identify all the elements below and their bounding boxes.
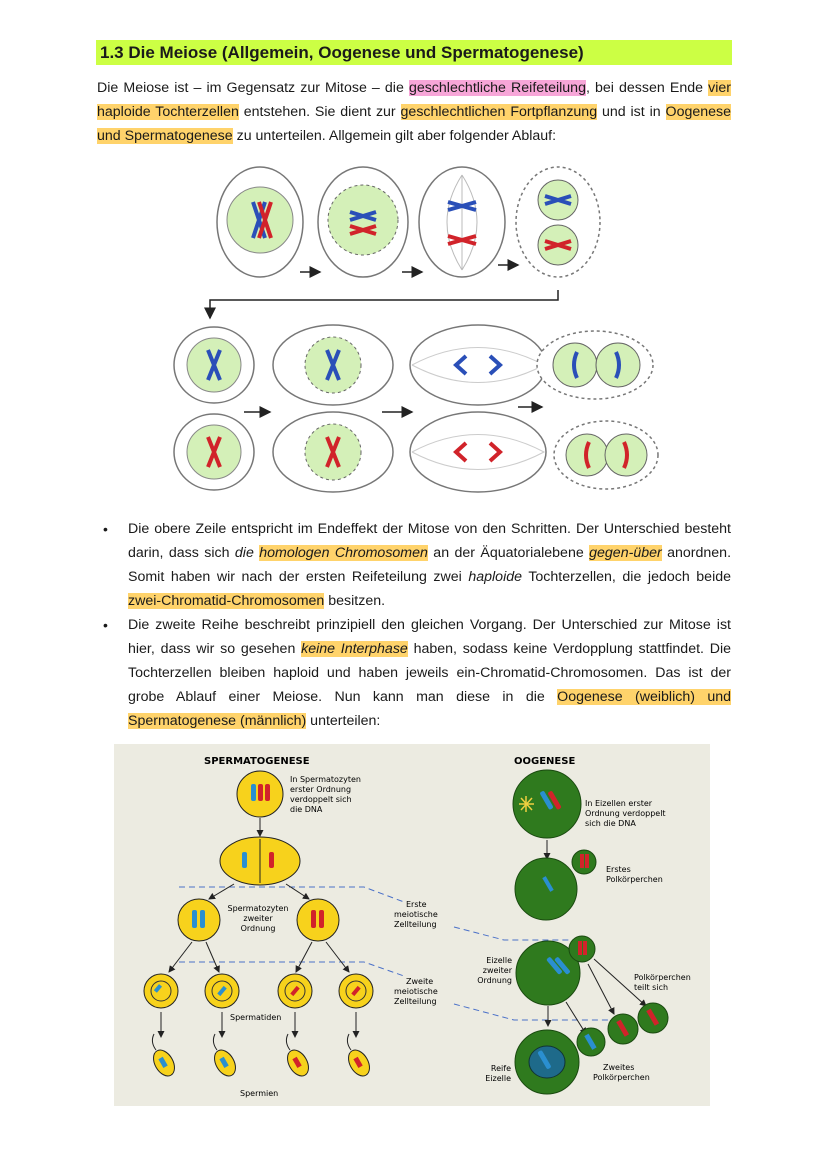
oogenese-heading: OOGENESE	[514, 756, 576, 767]
polar-divides-label: Polkörperchen teilt sich	[634, 973, 691, 992]
spermatocyte-1	[237, 771, 283, 817]
oocyte-dividing	[515, 850, 596, 920]
second-polar-body	[577, 1028, 605, 1056]
polar-body-2a	[608, 1014, 638, 1044]
intro-highlight-2: vier haploide Tochterzellen	[97, 80, 731, 120]
bullet-1-text-j: besitzen.	[324, 593, 386, 609]
bullet-item-1	[97, 517, 731, 613]
gametogenesis-diagram	[114, 744, 710, 1106]
arrow	[209, 884, 234, 899]
first-division-label: Erste meiotische Zellteilung	[394, 900, 438, 929]
intro-text-2: , bei dessen Ende	[585, 80, 709, 96]
spermium-4	[344, 1034, 374, 1080]
bullet-2-highlight-d: Oogenese (weiblich) und Spermatogenese (männlich)	[128, 689, 731, 729]
spermium-3	[283, 1034, 313, 1080]
spermatid-1	[144, 974, 178, 1008]
bullet-2-text-c: haben, sodass keine Verdopplung stattfindet. Die Tochterzellen bleiben haploid und haben jeweils ein-Chromatid-Chromosomen. Das ist der grobe Ablauf einer Meiose. Nun kann man diese in die	[128, 641, 732, 705]
meiosis-cell-2-a4	[537, 331, 653, 399]
spermatid-4	[339, 974, 373, 1008]
polar2-label: Zweites Polkörperchen	[593, 1063, 650, 1082]
bullet-1-text-d: an der Äquatorialebene	[427, 545, 590, 561]
bullet-2-text-e: unterteilen:	[306, 713, 381, 729]
meiosis-cell-2-b1	[174, 414, 254, 490]
meiosis-cell-telophase-1	[516, 167, 600, 277]
spermatocyte-2-right	[297, 899, 339, 941]
polar-body-1	[569, 936, 595, 962]
oocyte-1	[513, 770, 581, 838]
bullet-2-highlight-b: keine Interphase	[301, 641, 408, 657]
bullet-1-text-b: die	[234, 545, 260, 561]
bullet-dot-icon: •	[103, 521, 108, 537]
intro-text-5: zu unterteilen. Allgemein gilt aber folgender Ablauf:	[232, 128, 557, 144]
arrow	[326, 942, 349, 972]
meiosis-cell-2-a1	[174, 327, 254, 403]
intro-text-3: entstehen. Sie dient zur	[238, 104, 401, 120]
second-division-label: Zweite meiotische Zellteilung	[394, 977, 438, 1006]
bullet-1-text-a: Die obere Zeile entspricht im Endeffekt der Mitose von den Schritten. Der Unterschied besteht darin, dass sich	[128, 521, 731, 561]
intro-highlight-3: geschlechtlichen Fortpflanzung	[400, 104, 598, 120]
meiosis-cell-2-a2	[273, 325, 393, 405]
spermium-1	[149, 1034, 179, 1080]
meiosis-cell-prophase-1	[217, 167, 303, 277]
intro-highlight-1: geschlechtliche Reifeteilung	[408, 80, 586, 96]
bullet-2-text-a: Die zweite Reihe beschreibt prinzipiell den gleichen Vorgang. Der Unterschied zur Mitose ist hier, dass wir so gesehen	[128, 617, 731, 657]
spermatocyte-2-left	[178, 899, 220, 941]
spermatid-2	[205, 974, 239, 1008]
bullet-dot-icon: •	[103, 617, 108, 633]
oo-note: In Eizellen erster Ordnung verdoppelt sich die DNA	[585, 799, 666, 828]
bullet-1-text-f: anordnen. Somit haben wir nach der ersten Reifeteilung zwei	[128, 545, 732, 585]
bullet-1-text-g: haploide	[468, 569, 523, 585]
meiosis-cell-2-b2	[273, 412, 393, 492]
arrow	[286, 884, 309, 899]
sperm2-label: Spermatozyten zweiter Ordnung	[227, 904, 289, 933]
spermatogenese-heading: SPERMATOGENESE	[204, 756, 310, 767]
bullet-1-highlight-c: homologen Chromosomen	[259, 545, 428, 561]
intro-text-1: Die Meiose ist – im Gegensatz zur Mitose – die	[97, 80, 409, 96]
meiosis-cell-2-a3	[410, 325, 546, 405]
polar-body-2b	[638, 1003, 668, 1033]
bullet-1-text-h: Tochterzellen, die jedoch beide	[522, 569, 731, 585]
page-title: 1.3 Die Meiose (Allgemein, Oogenese und Spermatogenese)	[96, 40, 732, 65]
arrow	[206, 942, 219, 972]
row-connector-arrow	[210, 290, 558, 318]
bullet-item-2	[97, 613, 731, 733]
bullet-1-highlight-e: gegen-über	[589, 545, 662, 561]
intro-highlight-4: Oogenese und Spermatogenese	[97, 104, 732, 144]
spermatocyte-dividing	[220, 837, 300, 885]
spermatid-3	[278, 974, 312, 1008]
arrow	[566, 1002, 586, 1034]
intro-text-4: und ist in	[597, 104, 666, 120]
meiosis-overview-diagram	[170, 160, 670, 500]
division-line-1b	[454, 927, 584, 940]
mature-egg-label: Reife Eizelle	[485, 1064, 511, 1083]
intro-paragraph	[97, 76, 731, 148]
meiosis-cell-metaphase-1	[318, 167, 408, 277]
division-line-2b	[454, 1004, 614, 1020]
arrow	[588, 964, 614, 1014]
division-line-1	[179, 887, 404, 902]
spermatiden-label: Spermatiden	[230, 1013, 282, 1022]
spermien-label: Spermien	[240, 1089, 279, 1098]
arrow	[296, 942, 312, 972]
meiosis-cell-anaphase-1	[419, 167, 505, 277]
egg2-label: Eizelle zweiter Ordnung	[477, 956, 512, 985]
spermium-2	[210, 1034, 240, 1080]
bullet-list	[97, 517, 731, 733]
arrow	[169, 942, 192, 972]
meiosis-cell-2-b3	[410, 412, 546, 492]
bullet-1-highlight-i: zwei-Chromatid-Chromosomen	[128, 593, 325, 609]
mature-egg-cell	[515, 1030, 579, 1094]
meiosis-cell-2-b4	[554, 421, 658, 489]
sperm-note: In Spermatozyten erster Ordnung verdoppelt sich die DNA	[290, 775, 361, 814]
polar1-label: Erstes Polkörperchen	[606, 865, 663, 884]
